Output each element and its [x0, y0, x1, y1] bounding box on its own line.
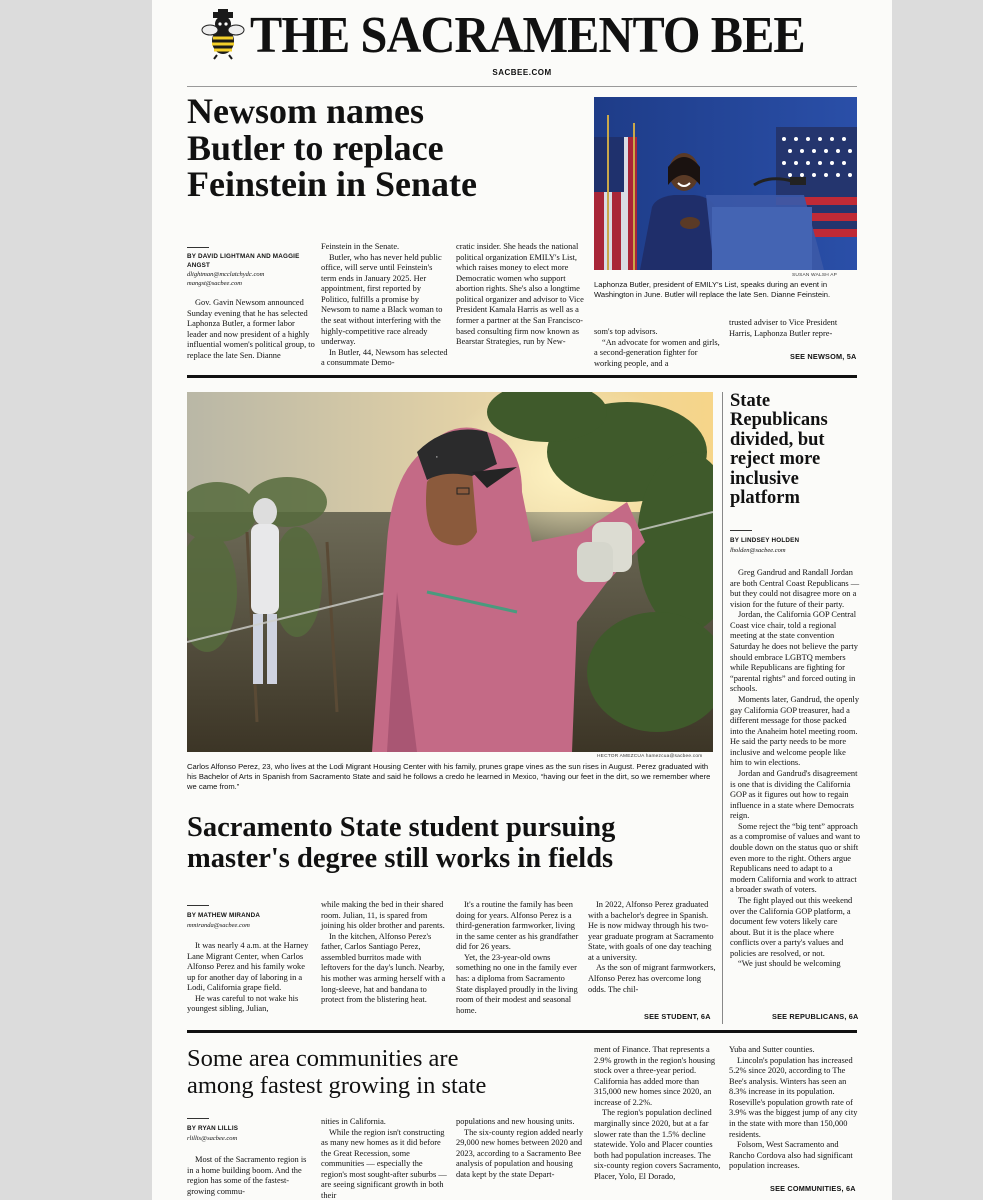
story4-headline[interactable]	[187, 1045, 587, 1100]
story1-jump-link[interactable]: SEE NEWSOM, 5A	[790, 352, 857, 361]
paragraph: Yet, the 23-year-old owns something no one in the family ever has: a diploma from Sacramento State displayed proudly in the living room of their modest and seasonal home.	[456, 952, 578, 1015]
paragraph: nities in California.	[321, 1117, 386, 1126]
story4-col1	[187, 1155, 315, 1197]
headline-line: divided, but	[730, 429, 825, 450]
story1-col2	[321, 242, 449, 369]
headline-line: platform	[730, 488, 800, 509]
paragraph: The six-county region added nearly 29,000 new homes between 2020 and 2023, according to a Sacramento Bee analysis of population and housing data kept by the state Depart-	[456, 1127, 584, 1179]
paragraph: Greg Gandrud and Randall Jordan are both Central Coast Republicans — but they could not disagree more on a vision for the future of their party.	[730, 568, 860, 609]
byline-rule	[187, 1118, 209, 1119]
headline-line: Republicans	[730, 410, 828, 431]
masthead	[152, 4, 892, 64]
email-line[interactable]: mangst@sacbee.com	[187, 279, 242, 287]
headline-line: master's degree still works in fields	[187, 843, 614, 875]
masthead-title: THE SACRAMENTO BEE	[250, 7, 805, 64]
story3-byline: BY LINDSEY HOLDEN	[730, 537, 800, 544]
paragraph: trusted adviser to Vice President Harris, Laphonza Butler repre-	[729, 318, 838, 338]
headline-line: reject more	[730, 449, 821, 470]
story1-col1	[187, 298, 315, 361]
byline-rule	[187, 905, 209, 906]
paragraph: populations and new housing units.	[456, 1117, 575, 1126]
byline-line: ANGST	[187, 261, 211, 269]
paragraph: som's top advisors.	[594, 327, 658, 336]
paragraph: ment of Finance. That represents a 2.9% growth in the region's housing stock over a three-year period. California has added more than 315,000 new homes since 2020, an increase of 2.2%.	[594, 1045, 716, 1107]
bee-logo-icon	[200, 8, 246, 60]
cap-logo-text: ·	[435, 451, 439, 463]
headline-line: Butler to replace	[187, 127, 444, 168]
paragraph: Butler, who has never held public office, will serve until Feinstein's term ends in January 2025. Her appointment, first reported by Politico, fulfills a promise by Newsom to name a Black woman to the seat without interfering with the highly-competitive race already underway.	[321, 252, 443, 347]
paragraph: He was careful to not wake his youngest sibling, Julian,	[187, 993, 299, 1014]
headline-line: State	[730, 391, 771, 411]
story1-headline[interactable]	[187, 93, 587, 203]
story2-col2	[321, 900, 449, 1006]
paragraph: Jordan, the California GOP Central Coast vice chair, told a regional meeting at the state convention Saturday he does not believe the party should embrace LGBTQ members while Republicans are fighting for “parental rights” and forced outing in schools.	[730, 610, 858, 694]
paragraph: “We just should be welcoming	[738, 959, 841, 969]
story3-email[interactable]: lholden@sacbee.com	[730, 547, 786, 554]
site-url: SACBEE.COM	[492, 68, 552, 77]
paragraph: Jordan and Gandrud's disagreement is one that is dividing the California GOP as it figures out how to regain influence in a state where Democrats reign.	[730, 768, 858, 821]
farmworker-photo	[187, 392, 713, 752]
paragraph: In Butler, 44, Newsom has selected a consummate Demo-	[321, 347, 448, 368]
farmworker-photo-graphic	[187, 392, 713, 752]
paragraph: As the son of migrant farmworkers, Alfonso Perez has overcome long odds. The chil-	[588, 963, 716, 994]
paragraph: “An advocate for women and girls, a second-generation fighter for working people, and a	[594, 337, 720, 368]
story2-caption: Carlos Alfonso Perez, 23, who lives at the Lodi Migrant Housing Center with his family, prunes grape vines as the sun rises in August. Perez graduated with his Bachelor of Arts in Spanish from Sacramento State and said he follows a credo he learned in Mexico, “having our feet in the dirt, so we remember where we came from.”	[187, 762, 711, 791]
story1-col5	[729, 318, 859, 339]
top-rule	[187, 86, 857, 87]
story1-col4	[594, 327, 722, 369]
story4-email[interactable]: rlillis@sacbee.com	[187, 1135, 238, 1142]
butler-photo	[594, 97, 857, 270]
paragraph: cratic insider. She heads the national political organization EMILY's List, which raises money to elect more Democratic women who support abortion rights. She's also a longtime political organizer and advisor to Vice President Kamala Harris as well as a former a partner at the San Francisco-based consulting firm now known as Bearstar Strategies, run by New-	[456, 242, 584, 347]
paragraph: It's a routine the family has been doing for years. Alfonso Perez is a third-generation farmworker, living in the same center as his grandfather did for 26 years.	[456, 900, 579, 952]
story2-byline: BY MATHEW MIRANDA	[187, 912, 261, 919]
headline-line: Newsom names	[187, 91, 424, 131]
paragraph: While the region isn't constructing as many new homes as it did before the Great Recession, some communities — especially the region's most sought-after suburbs — are seeing significant growth in both their	[321, 1127, 447, 1200]
paragraph: Lincoln's population has increased 5.2% since 2020, according to The Bee's analysis. Winters has seen an 8.3% increase in its population. Roseville's population growth rate of 3.9% was the biggest jump of any city in the state with more than 150,000 residents.	[729, 1055, 858, 1139]
paragraph: In the kitchen, Alfonso Perez's father, Carlos Santiago Perez, assembled burritos made with leftovers for the day's lunch. Nearby, his mother was arming herself with a long-sleeve, hat and bandana to protect from the blistering heat.	[321, 931, 446, 1005]
paragraph: Folsom, West Sacramento and Rancho Cordova also had significant population increases.	[729, 1140, 853, 1171]
paragraph: Gov. Gavin Newsom announced Sunday evening that he has selected Laphonza Butler, a former labor leader and now president of a highly influential women's political group, to replace the late Sen. Dianne	[187, 298, 315, 360]
story2-col4	[588, 900, 716, 995]
column-divider	[722, 392, 723, 1024]
section-rule	[187, 1030, 857, 1033]
story1-caption: Laphonza Butler, president of EMILY's List, speaks during an event in Washington in June. Butler will replace the late Sen. Dianne Feinstein.	[594, 280, 831, 299]
headline-line: Some area communities are	[187, 1045, 459, 1072]
story2-jump-link[interactable]: SEE STUDENT, 6A	[644, 1012, 711, 1021]
story1-photo-credit: SUSAN WALSH AP	[792, 273, 838, 278]
paragraph: In 2022, Alfonso Perez graduated with a bachelor's degree in Spanish. He is now midway through his two-year graduate program at Sacramento State, with goals of one day teaching at a university.	[588, 900, 714, 962]
story2-col1	[187, 941, 315, 1015]
story3-jump-link[interactable]: SEE REPUBLICANS, 6A	[772, 1012, 859, 1021]
story4-col2	[321, 1117, 449, 1200]
paragraph: Most of the Sacramento region is in a home building boom. And the region has some of the fastest-growing commu-	[187, 1155, 307, 1196]
byline-rule	[187, 247, 209, 248]
headline-line: inclusive	[730, 468, 799, 489]
email-line[interactable]: dlightman@mcclatchydc.com	[187, 271, 265, 278]
headline-line: Feinstein in Senate	[187, 164, 478, 205]
byline-line: BY DAVID LIGHTMAN AND MAGGIE	[187, 253, 300, 260]
paragraph: Some reject the “big tent” approach as a compromise of values and want to double down on the status quo or shift even more to the right. Others argue Republicans need to adapt to a modern California and work to attract a broader swath of voters.	[730, 821, 861, 895]
story4-col3	[456, 1117, 584, 1180]
story3-body	[730, 568, 860, 970]
story4-col4	[594, 1045, 722, 1183]
story4-jump-link[interactable]: SEE COMMUNITIES, 6A	[770, 1184, 856, 1193]
byline-rule	[730, 530, 752, 531]
story2-headline[interactable]	[187, 812, 727, 875]
paragraph: Feinstein in the Senate.	[321, 242, 400, 251]
story4-byline: BY RYAN LILLIS	[187, 1125, 239, 1132]
paragraph: while making the bed in their shared room. Julian, 11, is spared from joining his older brother and parents.	[321, 900, 445, 931]
story3-headline[interactable]	[730, 392, 860, 509]
butler-photo-graphic	[594, 97, 857, 270]
story2-photo-credit: HECTOR AMEZCUA hamezcua@sacbee.com	[597, 754, 703, 759]
story2-col3	[456, 900, 582, 1016]
paragraph: It was nearly 4 a.m. at the Harney Lane Migrant Center, when Carlos Alfonso Perez and his family woke up for another day of laboring in a Lodi, California grape field.	[187, 941, 309, 993]
headline-line: Sacramento State student pursuing	[187, 812, 616, 843]
story2-email[interactable]: mmiranda@sacbee.com	[187, 922, 250, 929]
newspaper-front-page	[152, 0, 892, 1200]
paragraph: Moments later, Gandrud, the openly gay California GOP treasurer, had a different message for those packed into the Anaheim hotel meeting room. He said the party needs to be more inclusive and welcome people like him to win elections.	[730, 694, 860, 768]
paragraph: The fight played out this weekend over the California GOP platform, a document few voters likely care about. But it is the place where conflicts over a party's values and policies are resolved, or not.	[730, 895, 853, 958]
paragraph: The region's population declined marginally since 2020, but at a far slower rate than the 1.5% decline statewide. Yolo and Placer counties both had population increases. The six-county region covers Sacramento, Placer, Yolo, El Dorado,	[594, 1108, 721, 1181]
section-rule	[187, 375, 857, 378]
paragraph: Yuba and Sutter counties.	[729, 1045, 815, 1054]
story1-emails	[187, 271, 264, 289]
story1-byline	[187, 253, 317, 270]
story4-col5	[729, 1045, 859, 1172]
story1-col3	[456, 242, 586, 348]
headline-line: among fastest growing in state	[187, 1072, 487, 1100]
